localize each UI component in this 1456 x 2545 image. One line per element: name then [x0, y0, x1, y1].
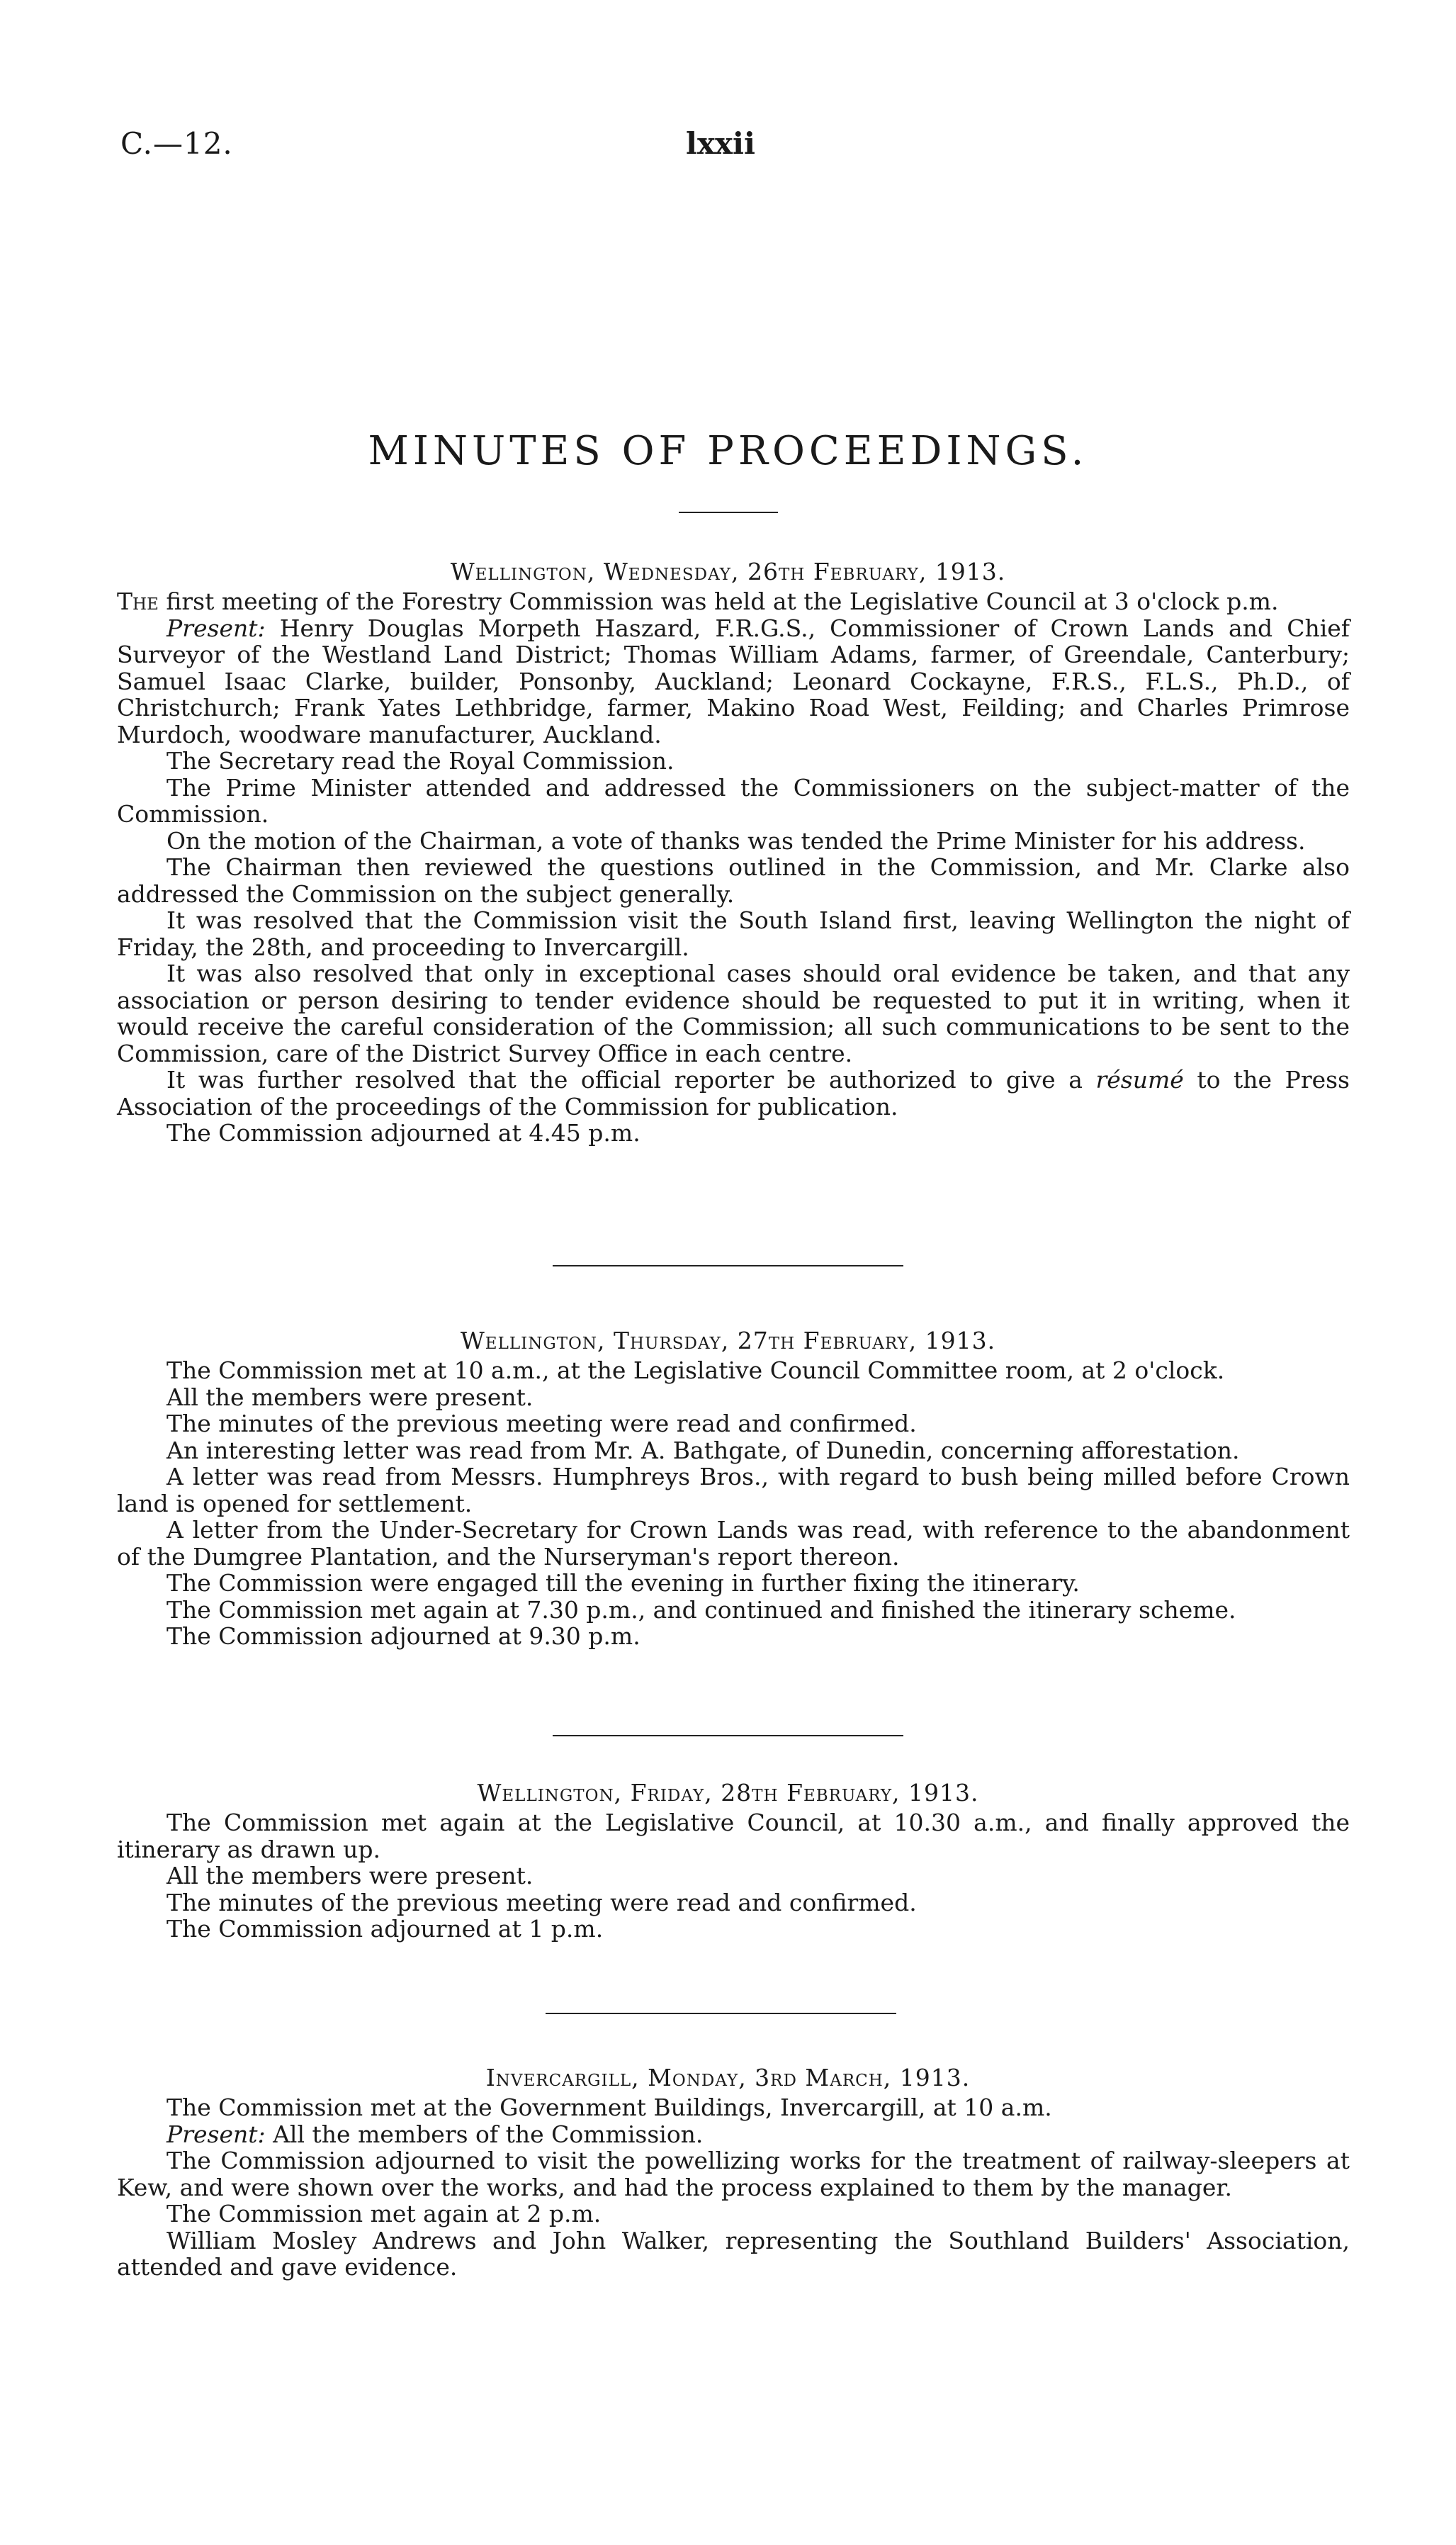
- paragraph: On the motion of the Chairman, a vote of thanks was tended the Prime Minister for his address.: [167, 826, 1306, 855]
- paragraph-text: It was further resolved that the official reporter be authorized to give a: [167, 1066, 1096, 1094]
- section-heading-friday: Wellington, Friday, 28th February, 1913.: [477, 1779, 979, 1807]
- section-heading-thursday: Wellington, Thursday, 27th February, 1913.: [460, 1327, 996, 1354]
- section-body-invercargill: [117, 2094, 1350, 2281]
- page-title: MINUTES OF PROCEEDINGS.: [368, 428, 1088, 474]
- paragraph: A letter from the Under-Secretary for Crown Lands was read, with reference to the abandonment of the Dumgree Plantation, and the Nurseryman's report thereon.: [117, 1516, 1350, 1571]
- paragraph: The Commission met again at the Legislative Council, at 10.30 a.m., and finally approved the itinerary as drawn up.: [117, 1809, 1350, 1863]
- section-divider: [553, 1265, 903, 1266]
- paragraph: The Commission met at 10 a.m., at the Legislative Council Committee room, at 2 o'clock.: [167, 1356, 1225, 1384]
- paragraph: The Commission adjourned to visit the powellizing works for the treatment of railway-sleepers at Kew, and were shown over the works, and had the process explained to them by the manager.: [117, 2147, 1350, 2201]
- section-body-friday: [117, 1809, 1350, 1943]
- paragraph: The Commission met again at 7.30 p.m., and continued and finished the itinerary scheme.: [167, 1595, 1236, 1624]
- paragraph: [117, 588, 1350, 615]
- paragraph: The Commission met again at 2 p.m.: [167, 2200, 602, 2227]
- italic-term: résumé: [1095, 1066, 1184, 1094]
- paragraph: All the members were present.: [167, 1383, 534, 1411]
- paragraph: It was also resolved that only in exceptional cases should oral evidence be taken, and that any association or person desiring to tender evidence should be requested to put it in writing, when it would receive the careful consideration of the Commission; all such communications to be sent to the Commission, care of the District Survey Office in each centre.: [117, 960, 1350, 1067]
- section-heading-wednesday: Wellington, Wednesday, 26th February, 1913.: [450, 558, 1006, 585]
- paragraph: [117, 615, 1350, 748]
- paragraph: The Chairman then reviewed the questions outlined in the Commission, and Mr. Clarke also addressed the Commission on the subject generally.: [117, 853, 1350, 908]
- page-number: lxxii: [686, 126, 755, 161]
- paragraph: The Commission adjourned at 1 p.m.: [167, 1915, 604, 1943]
- document-reference: C.—12.: [120, 126, 233, 161]
- paragraph: William Mosley Andrews and John Walker, representing the Southland Builders' Association, attended and gave evidence.: [117, 2226, 1350, 2281]
- section-body-wednesday: [117, 588, 1350, 1147]
- paragraph-lead: The: [117, 588, 159, 615]
- paragraph-text: Henry Douglas Morpeth Haszard, F.R.G.S., Commissioner of Crown Lands and Chief Surveyor of the Westland Land District; Thomas William Adams, farmer, of Greendale, Canterbury; Samuel Isaac Clarke, builder, Ponsonby, Auckland; Leonard Cockayne, F.R.S., F.L.S., Ph.D., of Christchurch; Frank Yates Lethbridge, farmer, Makino Road West, Feilding; and Charles Primrose Murdoch, woodware manufacturer, Auckland.: [117, 614, 1350, 748]
- title-divider: [679, 512, 778, 513]
- paragraph: The Commission met at the Government Buildings, Invercargill, at 10 a.m.: [167, 2094, 1052, 2121]
- paragraph: The Commission adjourned at 4.45 p.m.: [167, 1119, 640, 1147]
- section-heading-invercargill: Invercargill, Monday, 3rd March, 1913.: [485, 2064, 971, 2091]
- section-divider: [553, 1735, 903, 1736]
- paragraph: It was resolved that the Commission visit the South Island first, leaving Wellington the night of Friday, the 28th, and proceeding to Invercargill.: [117, 906, 1350, 961]
- paragraph: The Prime Minister attended and addressed the Commissioners on the subject-matter of the Commission.: [117, 773, 1350, 828]
- section-divider: [546, 2013, 896, 2014]
- present-label: Present:: [167, 2120, 266, 2148]
- paragraph: An interesting letter was read from Mr. A. Bathgate, of Dunedin, concerning afforestation.: [167, 1436, 1240, 1464]
- section-body-thursday: [117, 1357, 1350, 1650]
- paragraph: [117, 1067, 1350, 1120]
- paragraph: The minutes of the previous meeting were read and confirmed.: [167, 1410, 917, 1437]
- paragraph: All the members were present.: [167, 1862, 534, 1889]
- paragraph: The minutes of the previous meeting were read and confirmed.: [167, 1888, 917, 1916]
- paragraph-text: first meeting of the Forestry Commission was held at the Legislative Council at 3 o'clock p.m.: [158, 588, 1279, 615]
- paragraph: The Commission adjourned at 9.30 p.m.: [167, 1622, 640, 1650]
- paragraph-text: All the members of the Commission.: [265, 2120, 704, 2148]
- paragraph: [117, 2121, 1350, 2148]
- present-label: Present:: [167, 614, 266, 642]
- paragraph: The Commission were engaged till the evening in further fixing the itinerary.: [167, 1569, 1080, 1597]
- paragraph-text: to the Press Association of the proceedings of the Commission for publication.: [117, 1066, 1350, 1120]
- paragraph: A letter was read from Messrs. Humphreys Bros., with regard to bush being milled before Crown land is opened for settlement.: [117, 1463, 1350, 1517]
- paragraph: The Secretary read the Royal Commission.: [167, 747, 675, 775]
